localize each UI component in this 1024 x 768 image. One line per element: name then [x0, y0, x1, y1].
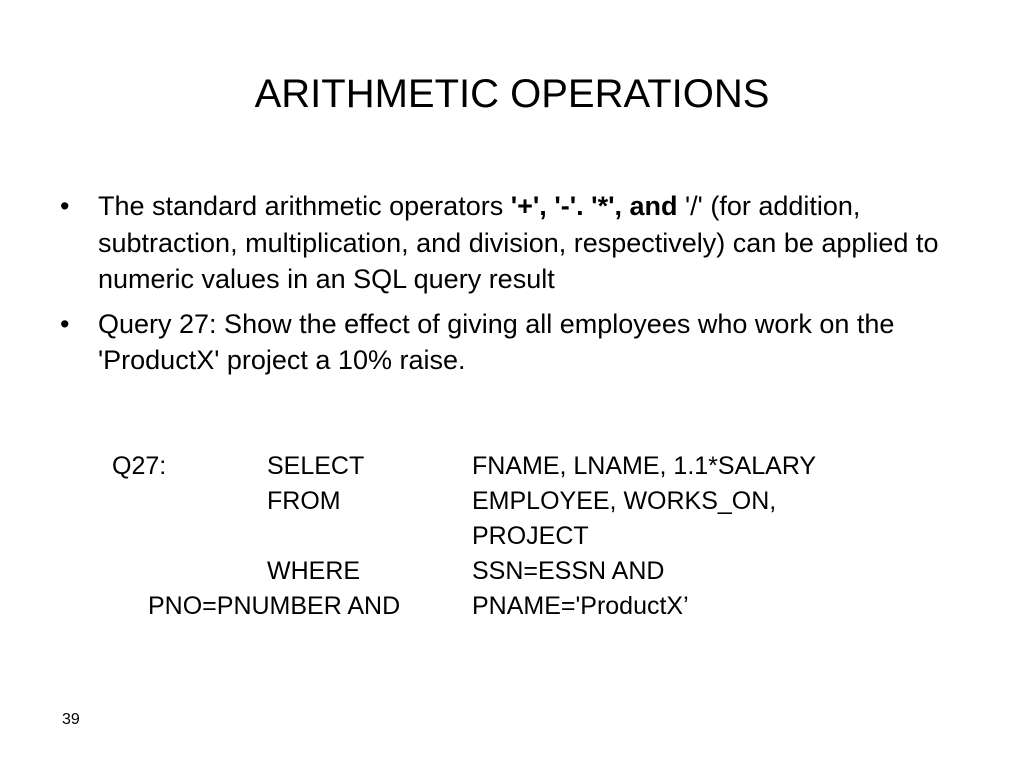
sql-row-select — [112, 449, 962, 484]
sql-row-where — [112, 554, 962, 589]
bullet-item-operators — [60, 188, 980, 298]
where-condition-pno: PNO=PNUMBER AND — [148, 592, 401, 620]
from-keyword: FROM — [267, 487, 341, 515]
where-condition: SSN=ESSN AND — [472, 557, 665, 585]
bullet-text: Query 27: Show the effect of giving all employees who work on the 'ProductX' project a 10% raise. — [98, 308, 895, 375]
bullet-list — [60, 188, 980, 387]
bullet-text-prefix: The standard arithmetic operators — [98, 191, 511, 221]
where-condition-pname: PNAME='ProductX’ — [472, 592, 689, 620]
query-label: Q27: — [112, 452, 167, 480]
select-columns: FNAME, LNAME, 1.1*SALARY — [472, 452, 817, 480]
page-number: 39 — [62, 711, 80, 728]
slide-title: ARITHMETIC OPERATIONS — [254, 72, 770, 116]
bullet-icon: • — [60, 308, 70, 339]
bullet-text-division-operator: '/' — [677, 191, 711, 221]
where-keyword: WHERE — [267, 557, 361, 585]
sql-row-where-cont — [112, 589, 962, 624]
select-keyword: SELECT — [267, 452, 365, 480]
bullet-text-operators-bold: '+', '-'. '*', and — [510, 191, 678, 221]
from-tables: EMPLOYEE, WORKS_ON, — [472, 487, 777, 515]
bullet-icon: • — [60, 191, 70, 221]
bullet-text-suffix: (for addition, subtraction, multiplication, and division, respectively) can be applied to numeric values in an SQL query result — [98, 191, 939, 294]
sql-query-block — [112, 449, 962, 624]
sql-row-from — [112, 484, 962, 519]
sql-row-from-cont — [112, 519, 962, 554]
from-tables-continued: PROJECT — [472, 522, 589, 550]
bullet-text — [98, 191, 938, 294]
bullet-item-query27 — [60, 306, 980, 379]
